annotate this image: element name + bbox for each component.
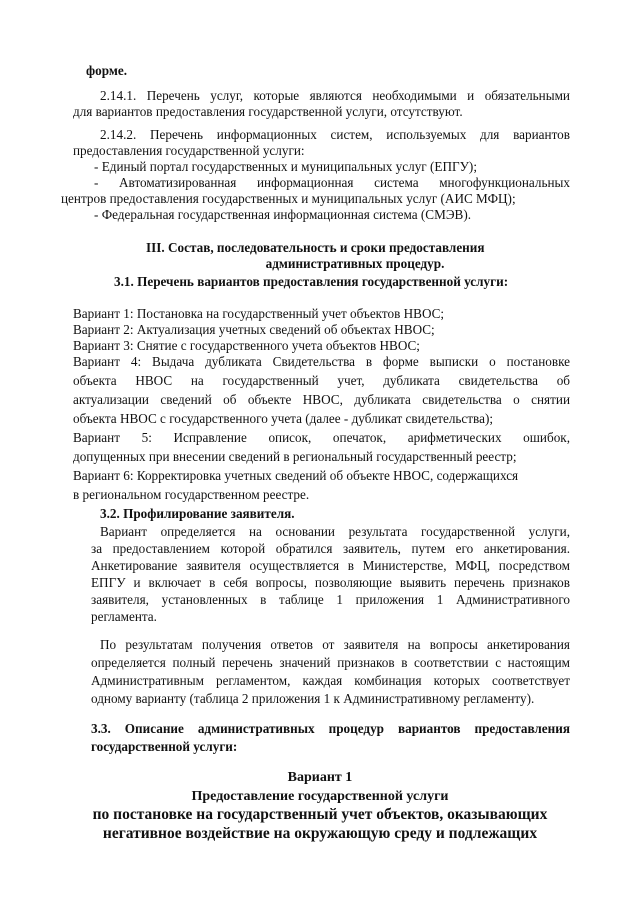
variant-line: актуализации сведений об объекте НВОС, дубликата свидетельства о снятии: [73, 392, 570, 407]
text-line: одному варианту (таблица 2 приложения 1 к Административному регламенту).: [91, 691, 535, 706]
list-item: - Федеральная государственная информационная система (СМЭВ).: [94, 207, 472, 222]
subsection-title: 3.2. Профилирование заявителя.: [100, 506, 295, 521]
variant-line: Вариант 3: Снятие с государственного учета объектов НВОС;: [73, 338, 420, 353]
variant-line: в региональном государственном реестре.: [73, 487, 310, 502]
variant-line: объекта НВОС на государственный учет, дубликата свидетельства об: [73, 373, 570, 388]
text-line: 2.14.2. Перечень информационных систем, используемых для вариантов: [100, 127, 570, 142]
text-line: регламента.: [91, 609, 157, 624]
variant-line: Вариант 6: Корректировка учетных сведений об объекте НВОС, содержащихся: [73, 468, 519, 483]
variant-subtitle: по постановке на государственный учет объектов, оказывающих: [92, 806, 548, 823]
text-line: предоставления государственной услуги:: [73, 143, 305, 158]
text-line: определяется полный перечень значений признаков в соответствии с настоящим: [91, 655, 570, 670]
subsection-title: 3.3. Описание административных процедур вариантов предоставления: [91, 721, 570, 736]
variant-subtitle: Предоставление государственной услуги: [191, 789, 449, 804]
variant-line: допущенных при внесении сведений в региональный государственный реестр;: [73, 449, 517, 464]
list-item: центров предоставления государственных и муниципальных услуг (АИС МФЦ);: [61, 191, 516, 206]
text-line: заявителя, установленных в таблице 1 приложения 1 Административного: [91, 592, 570, 607]
variant-heading: Вариант 1: [287, 770, 353, 785]
variant-line: Вариант 1: Постановка на государственный учет объектов НВОС;: [73, 306, 445, 321]
text-line: форме.: [86, 63, 127, 78]
variant-subtitle: негативное воздействие на окружающую среду и подлежащих: [102, 825, 538, 842]
variant-line: объекта НВОС с государственного учета (далее - дубликат свидетельства);: [73, 411, 494, 426]
list-item: - Автоматизированная информационная система многофункциональных: [94, 175, 570, 190]
text-line: Анкетирование заявителя осуществляется в Министерстве, МФЦ, посредством: [91, 558, 570, 573]
variant-line: Вариант 2: Актуализация учетных сведений об объектах НВОС;: [73, 322, 435, 337]
text-line: По результатам получения ответов от заявителя на вопросы анкетирования: [100, 637, 570, 652]
list-item: - Единый портал государственных и муниципальных услуг (ЕПГУ);: [94, 159, 477, 174]
text-line: Административным регламентом, каждая комбинация которых соответствует: [91, 673, 570, 688]
text-line: для вариантов предоставления государственной услуги, отсутствуют.: [73, 104, 463, 119]
text-line: ЕПГУ и включает в себя вопросы, позволяющие выявить перечень признаков: [91, 575, 570, 590]
section-title: III. Состав, последовательность и сроки предоставления: [146, 240, 485, 255]
variant-line: Вариант 4: Выдача дубликата Свидетельства в форме выписки о постановке: [73, 354, 570, 369]
variant-line: Вариант 5: Исправление описок, опечаток, арифметических ошибок,: [73, 430, 570, 445]
subsection-title: государственной услуги:: [91, 739, 238, 754]
text-line: за предоставлением которой обратился заявитель, путем его анкетирования.: [91, 541, 570, 556]
subsection-title: 3.1. Перечень вариантов предоставления государственной услуги:: [114, 274, 509, 289]
text-line: 2.14.1. Перечень услуг, которые являются необходимыми и обязательными: [100, 88, 570, 103]
section-title: административных процедур.: [265, 256, 445, 271]
text-line: Вариант определяется на основании результата государственной услуги,: [100, 524, 570, 539]
